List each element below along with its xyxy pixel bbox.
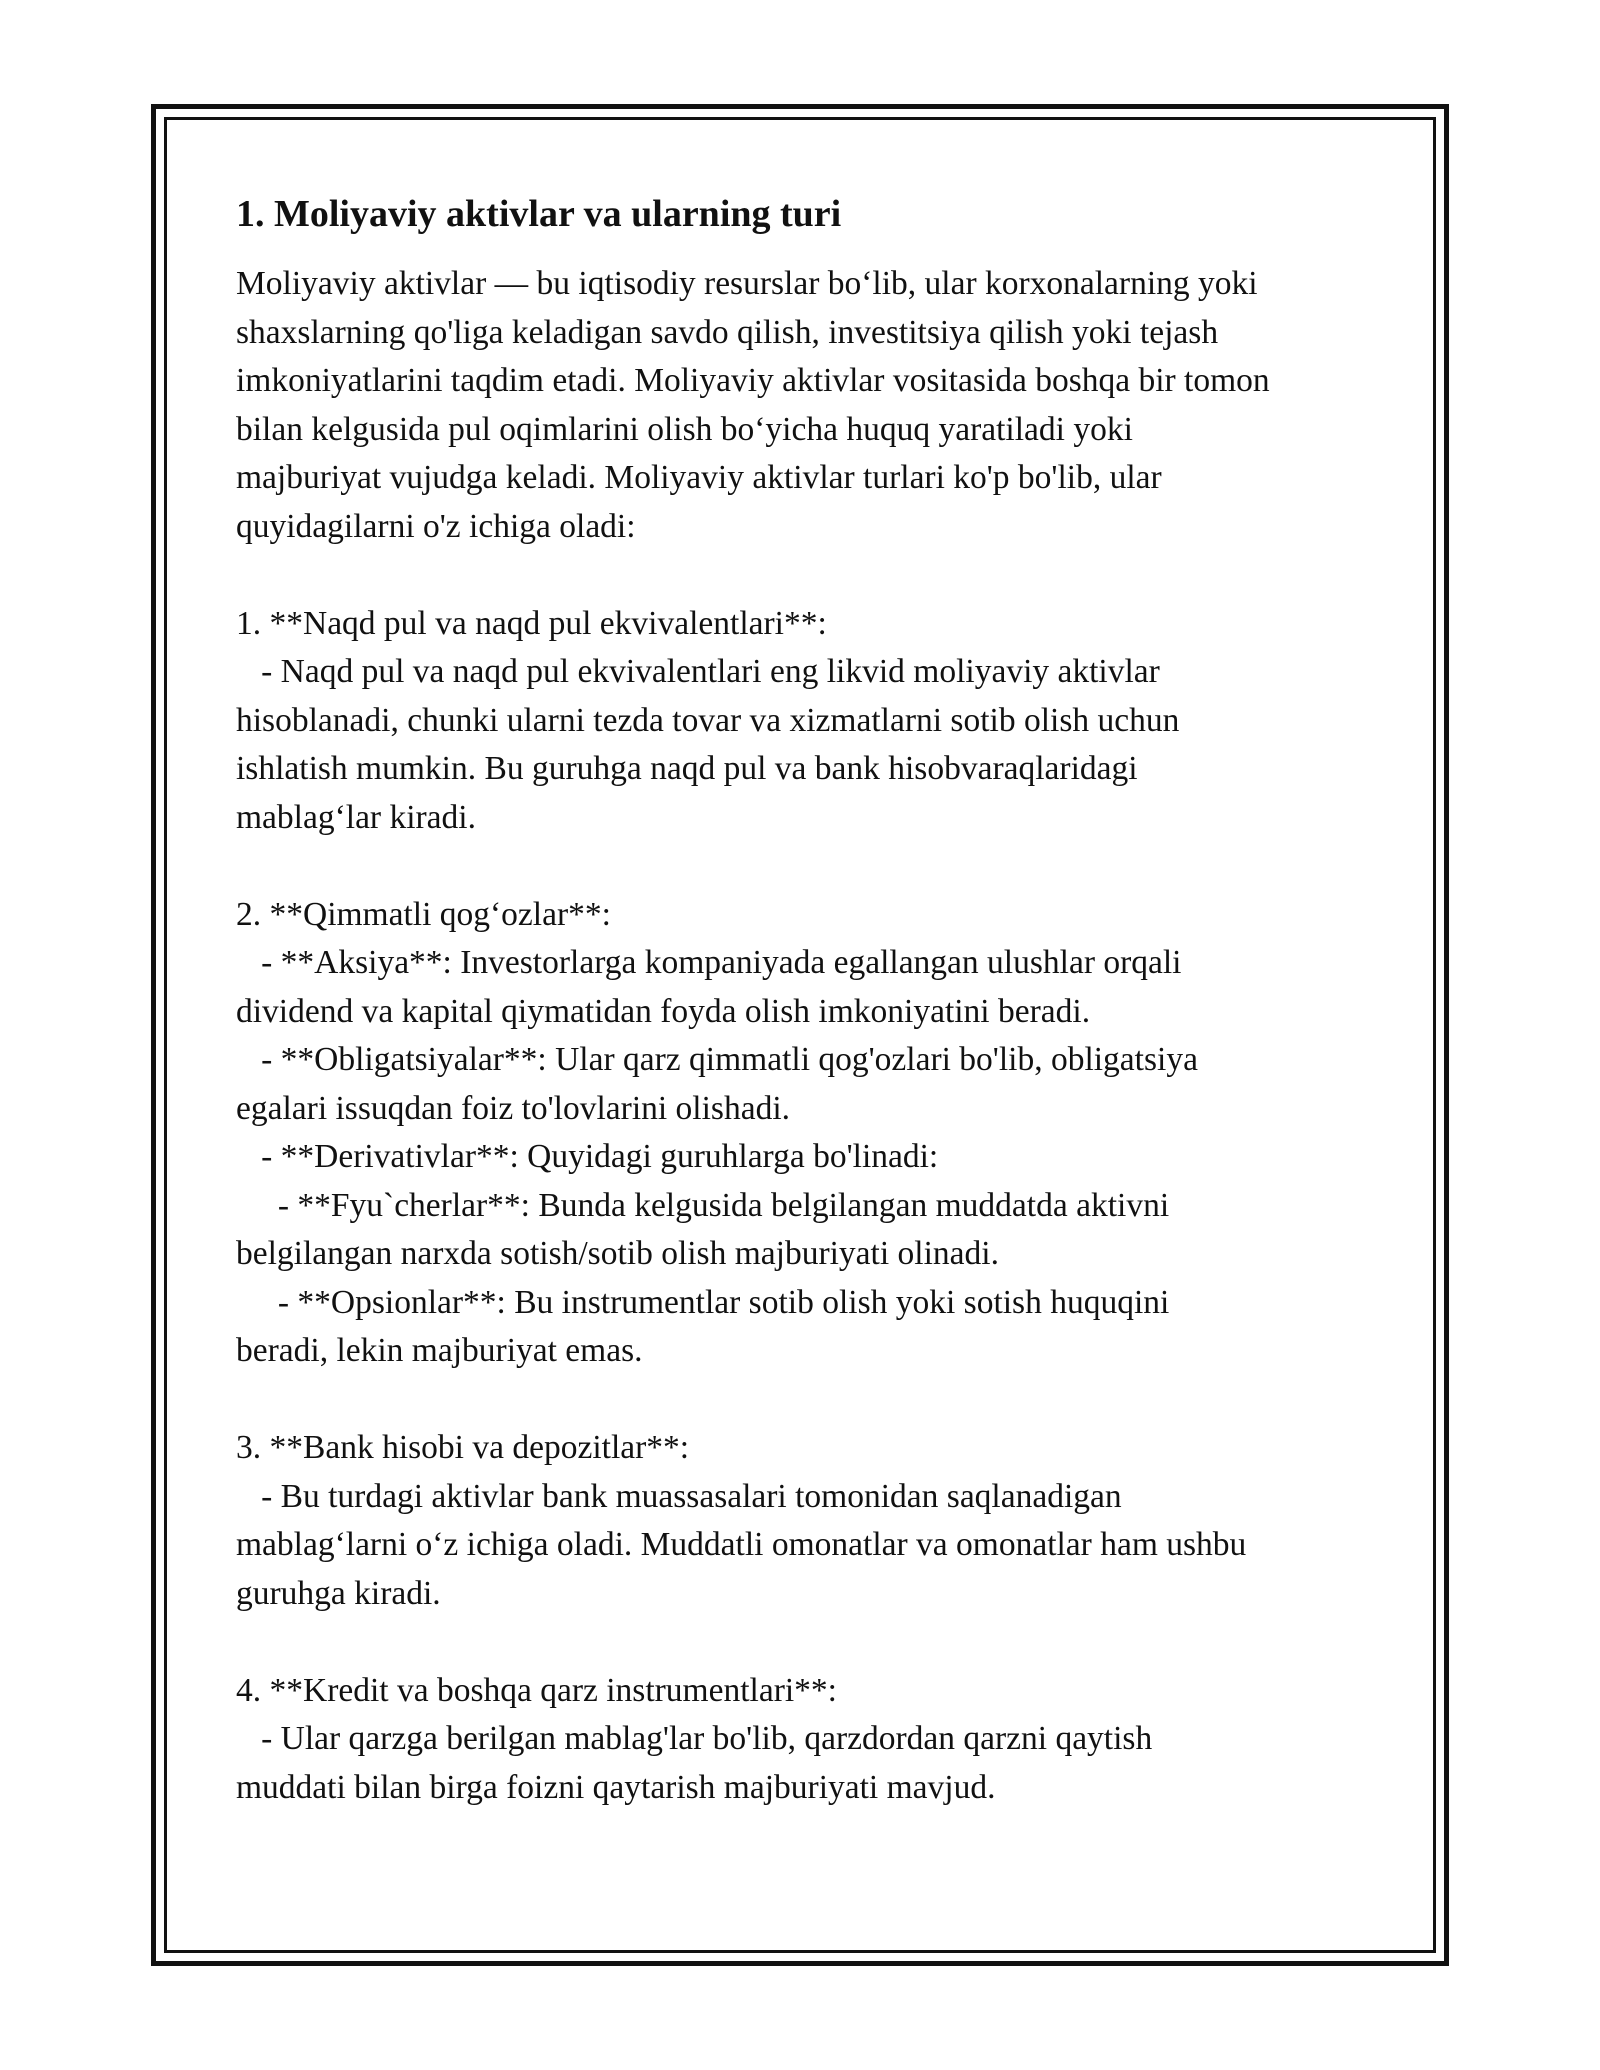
text-line: Moliyaviy aktivlar — bu iqtisodiy resurslar bo‘lib, ular korxonalarning yoki <box>236 265 1258 302</box>
text-line: 1. **Naqd pul va naqd pul ekvivalentlari**: <box>236 604 827 642</box>
text-line: - **Fyu`cherlar**: Bunda kelgusida belgilangan muddatda aktivni <box>236 1186 1170 1224</box>
text-line: - **Obligatsiyalar**: Ular qarz qimmatli qog'ozlari bo'lib, obligatsiya <box>236 1041 1198 1078</box>
text-line: belgilangan narxda sotish/sotib olish majburiyati olinadi. <box>236 1235 999 1272</box>
text-line: shaxslarning qo'liga keladigan savdo qilish, investitsiya qilish yoki tejash <box>236 313 1219 351</box>
text-line: guruhga kiradi. <box>236 1574 441 1612</box>
text-line: majburiyat vujudga keladi. Moliyaviy aktivlar turlari ko'p bo'lib, ular <box>236 459 1162 496</box>
text-line: - **Derivativlar**: Quyidagi guruhlarga bo'linadi: <box>236 1138 939 1175</box>
text-line: 4. **Kredit va boshqa qarz instrumentlari**: <box>236 1671 837 1709</box>
text-line: mablag‘lar kiradi. <box>236 798 476 836</box>
section-heading: 1. Moliyaviy aktivlar va ularning turi <box>236 193 842 235</box>
text-line: egalari issuqdan foiz to'lovlarini olishadi. <box>236 1089 791 1127</box>
text-line: 2. **Qimmatli qog‘ozlar**: <box>236 895 611 933</box>
text-line: beradi, lekin majburiyat emas. <box>236 1332 643 1369</box>
text-line: - **Opsionlar**: Bu instrumentlar sotib olish yoki sotish huquqini <box>236 1283 1170 1321</box>
text-line: - **Aksiya**: Investorlarga kompaniyada egallangan ulushlar orqali <box>236 944 1182 981</box>
document-content <box>236 190 1406 1812</box>
text-line: muddati bilan birga foizni qaytarish majburiyati mavjud. <box>236 1768 996 1806</box>
blank-line <box>236 1376 1406 1425</box>
text-line: 3. **Bank hisobi va depozitlar**: <box>236 1429 690 1466</box>
text-line: ishlatish mumkin. Bu guruhga naqd pul va bank hisobvaraqlaridagi <box>236 750 1138 787</box>
text-line: - Ular qarzga berilgan mablag'lar bo'lib, qarzdordan qarzni qaytish <box>236 1720 1153 1757</box>
text-line: mablag‘larni o‘z ichiga oladi. Muddatli omonatlar va omonatlar ham ushbu <box>236 1526 1247 1563</box>
text-line: imkoniyatlarini taqdim etadi. Moliyaviy aktivlar vositasida boshqa bir tomon <box>236 362 1270 399</box>
blank-line <box>236 1618 1406 1667</box>
section-body <box>236 260 1406 1812</box>
text-line: bilan kelgusida pul oqimlarini olish bo‘yicha huquq yaratiladi yoki <box>236 410 1133 448</box>
text-line: dividend va kapital qiymatidan foyda olish imkoniyatini beradi. <box>236 992 1091 1030</box>
blank-line <box>236 551 1406 600</box>
blank-line <box>236 842 1406 891</box>
text-line: quyidagilarni o'z ichiga oladi: <box>236 507 636 545</box>
text-line: - Bu turdagi aktivlar bank muassasalari tomonidan saqlanadigan <box>236 1477 1122 1515</box>
text-line: hisoblanadi, chunki ularni tezda tovar va xizmatlarni sotib olish uchun <box>236 701 1180 739</box>
text-line: - Naqd pul va naqd pul ekvivalentlari eng likvid moliyaviy aktivlar <box>236 653 1160 690</box>
